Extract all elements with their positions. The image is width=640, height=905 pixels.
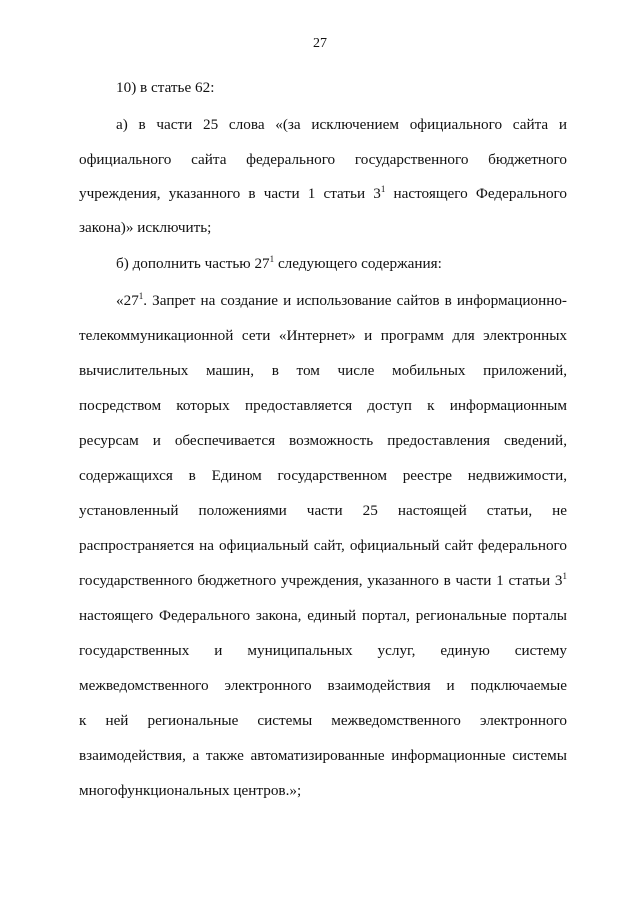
superscript: 1 bbox=[562, 570, 567, 581]
quote-line-9 bbox=[79, 572, 567, 590]
quote-line-10: настоящего Федерального закона, единый портал, региональные порталы bbox=[79, 607, 567, 624]
text-fragment: настоящего Федерального bbox=[385, 185, 567, 202]
paragraph-a-line-3 bbox=[79, 185, 567, 203]
text-fragment: следующего содержания: bbox=[274, 255, 442, 272]
text-fragment: государственного бюджетного учреждения, указанного в части 1 статьи 3 bbox=[79, 572, 563, 589]
quote-line-8: распространяется на официальный сайт, официальный сайт федерального bbox=[79, 537, 567, 554]
paragraph-a-line-1: а) в части 25 слова «(за исключением официального сайта и bbox=[116, 116, 567, 133]
superscript: 1 bbox=[380, 183, 386, 194]
quote-line-5: ресурсам и обеспечивается возможность предоставления сведений, bbox=[79, 432, 567, 449]
item-10-heading: 10) в статье 62: bbox=[116, 79, 215, 96]
text-fragment: . Запрет на создание и использование сайтов в информационно- bbox=[143, 292, 567, 309]
quote-line-1 bbox=[116, 292, 567, 310]
paragraph-b-line-1 bbox=[116, 255, 567, 273]
paragraph-a-line-4: закона)» исключить; bbox=[79, 219, 212, 236]
superscript: 1 bbox=[138, 290, 144, 301]
quote-line-15: многофункциональных центров.»; bbox=[79, 782, 302, 799]
text-fragment: б) дополнить частью 27 bbox=[116, 255, 270, 272]
quote-line-14: взаимодействия, а также автоматизированные информационные системы bbox=[79, 747, 567, 764]
text-fragment: «27 bbox=[116, 292, 139, 309]
paragraph-a-line-2: официального сайта федерального государственного бюджетного bbox=[79, 151, 567, 168]
quote-line-12: межведомственного электронного взаимодействия и подключаемые bbox=[79, 677, 567, 694]
quote-line-11: государственных и муниципальных услуг, единую систему bbox=[79, 642, 567, 659]
quote-line-13: к ней региональные системы межведомственного электронного bbox=[79, 712, 567, 729]
quote-line-4: посредством которых предоставляется доступ к информационным bbox=[79, 397, 567, 414]
superscript: 1 bbox=[269, 253, 275, 264]
text-fragment: учреждения, указанного в части 1 статьи 3 bbox=[79, 185, 381, 202]
quote-line-6: содержащихся в Едином государственном реестре недвижимости, bbox=[79, 467, 567, 484]
quote-line-2: телекоммуникационной сети «Интернет» и программ для электронных bbox=[79, 327, 567, 344]
quote-line-3: вычислительных машин, в том числе мобильных приложений, bbox=[79, 362, 567, 379]
quote-line-7: установленный положениями части 25 настоящей статьи, не bbox=[79, 502, 567, 519]
page-number: 27 bbox=[313, 36, 327, 51]
